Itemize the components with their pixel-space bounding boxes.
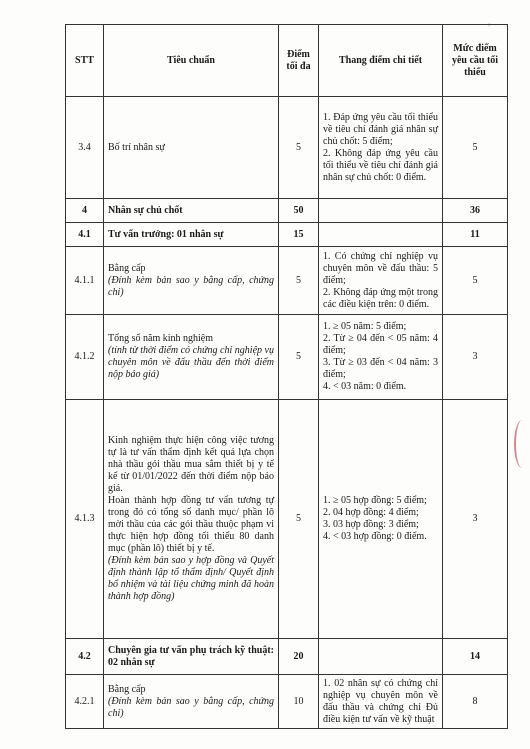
row-max-score: 5 <box>279 247 319 315</box>
criterion-text: Bố trí nhân sự <box>108 141 165 153</box>
scale-item: 1. ≥ 05 năm: 5 điểm; <box>323 321 407 332</box>
scale-item: 3. 03 hợp đồng: 3 điểm; <box>323 519 419 530</box>
header-stt: STT <box>66 25 104 97</box>
criterion-text: Bằng cấp <box>108 262 146 274</box>
criterion-text: Bằng cấp <box>108 683 146 695</box>
header-min-level: Mức điểm yêu cầu tối thiểu <box>443 25 508 97</box>
row-criterion <box>104 315 279 400</box>
row-max-score: 20 <box>279 639 319 675</box>
row-max-score: 10 <box>279 675 319 729</box>
table-row <box>66 199 508 223</box>
row-scale <box>319 675 443 729</box>
table-row <box>66 315 508 400</box>
criterion-text: Chuyên gia tư vấn phụ trách kỹ thuật: 02 nhân sự <box>108 644 274 668</box>
row-criterion <box>104 223 279 247</box>
row-scale <box>319 400 443 639</box>
row-scale <box>319 223 443 247</box>
row-scale <box>319 315 443 400</box>
row-min-level: 8 <box>443 675 508 729</box>
row-scale <box>319 97 443 199</box>
row-max-score: 5 <box>279 315 319 400</box>
table-row <box>66 223 508 247</box>
header-criterion: Tiêu chuẩn <box>104 25 279 97</box>
row-stt: 3.4 <box>66 97 104 199</box>
table-header-row <box>66 25 508 97</box>
row-min-level: 14 <box>443 639 508 675</box>
criterion-note: (tính từ thời điểm có chứng chỉ nghiệp vụ chuyên môn về đấu thầu đến thời điểm nộp báo giá) <box>108 345 274 380</box>
row-stt: 4.2 <box>66 639 104 675</box>
row-min-level: 3 <box>443 400 508 639</box>
scale-item: 2. Từ ≥ 04 đến < 05 năm: 4 điểm; <box>323 333 438 356</box>
row-min-level: 5 <box>443 247 508 315</box>
red-stamp-edge <box>514 420 530 468</box>
row-criterion <box>104 247 279 315</box>
criterion-note: (Đính kèm bản sao y hợp đồng và Quyết định thành lập tổ thẩm định/ Quyết định bổ nhiệm và tài liệu chứng minh đã hoàn thành hợp đồng) <box>108 555 274 602</box>
row-min-level: 3 <box>443 315 508 400</box>
row-criterion <box>104 199 279 223</box>
scale-item: 4. < 03 hợp đồng: 0 điểm. <box>323 531 427 542</box>
header-max-score: Điểm tối đa <box>279 25 319 97</box>
row-max-score: 50 <box>279 199 319 223</box>
criterion-note: (Đính kèm bản sao y bằng cấp, chứng chỉ) <box>108 274 274 298</box>
scale-item: 1. ≥ 05 hợp đồng: 5 điểm; <box>323 495 427 506</box>
table-row <box>66 400 508 639</box>
criterion-text: Kinh nghiệm thực hiện công việc tương tự là tư vấn thẩm định kết quả lựa chọn nhà thầu gói thầu mua sắm thiết bị y tế kể từ 01/01/2022 đến thời điểm nộp báo giá. <box>108 435 274 494</box>
row-criterion <box>104 97 279 199</box>
row-stt: 4.1 <box>66 223 104 247</box>
row-scale <box>319 247 443 315</box>
row-criterion <box>104 639 279 675</box>
row-scale <box>319 639 443 675</box>
scale-item: 1. Có chứng chỉ nghiệp vụ chuyên môn về đấu thầu: 5 điểm; <box>323 250 438 286</box>
row-max-score: 15 <box>279 223 319 247</box>
evaluation-criteria-table <box>65 24 508 729</box>
row-stt: 4.1.2 <box>66 315 104 400</box>
row-scale <box>319 199 443 223</box>
row-max-score: 5 <box>279 97 319 199</box>
row-min-level: 11 <box>443 223 508 247</box>
scale-item: 1. 02 nhân sự có chứng chỉ nghiệp vụ chuyên môn về đấu thầu và chứng chỉ Đủ điều kiện tư vấn về kỹ thuật <box>323 677 438 725</box>
criterion-text: Hoàn thành hợp đồng tư vấn tương tự trong đó có tổng số danh mục/ phần lô mời thầu của các gói thầu thuộc phạm vi thực hiện hợp đồng tối thiểu 80 danh mục (phần lô) thiết bị y tế. <box>108 495 274 554</box>
scale-item: 2. Không đáp ứng yêu cầu tối thiểu về tiêu chí đánh giá nhân sự chủ chốt: 0 điểm. <box>323 147 438 183</box>
table-row <box>66 675 508 729</box>
row-stt: 4.1.1 <box>66 247 104 315</box>
scale-item: 4. < 03 năm: 0 điểm. <box>323 381 407 392</box>
criterion-text: Tư vấn trưởng: 01 nhân sự <box>108 228 224 240</box>
row-stt: 4.1.3 <box>66 400 104 639</box>
scale-item: 2. 04 hợp đồng: 4 điểm; <box>323 507 419 518</box>
table-row <box>66 97 508 199</box>
scale-item: 1. Đáp ứng yêu cầu tối thiểu về tiêu chí đánh giá nhân sự chủ chốt: 5 điểm; <box>323 111 438 147</box>
row-criterion <box>104 400 279 639</box>
criterion-text: Tổng số năm kinh nghiệm <box>108 333 213 344</box>
row-criterion <box>104 675 279 729</box>
row-stt: 4 <box>66 199 104 223</box>
row-max-score: 5 <box>279 400 319 639</box>
row-stt: 4.2.1 <box>66 675 104 729</box>
row-min-level: 5 <box>443 97 508 199</box>
table-row <box>66 247 508 315</box>
criterion-note: (Đính kèm bản sao y bằng cấp, chứng chỉ) <box>108 695 274 719</box>
corner-mark: ' <box>488 20 491 34</box>
table-row <box>66 639 508 675</box>
criterion-text: Nhân sự chủ chốt <box>108 204 183 216</box>
scale-item: 3. Từ ≥ 03 đến < 04 năm: 3 điểm; <box>323 357 438 380</box>
scale-item: 2. Không đáp ứng một trong các điều kiện trên: 0 điểm. <box>323 286 438 310</box>
header-scale: Thang điểm chi tiết <box>319 25 443 97</box>
row-min-level: 36 <box>443 199 508 223</box>
